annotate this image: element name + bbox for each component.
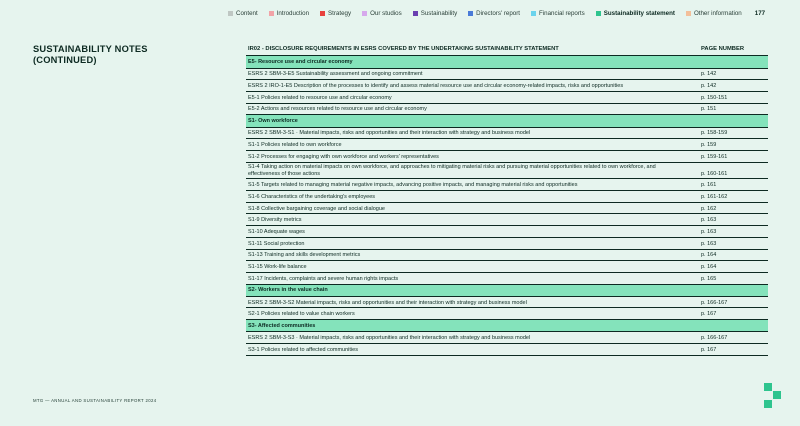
table-row xyxy=(246,273,768,285)
page-reference: p. 166-167 xyxy=(701,335,728,342)
table-row xyxy=(246,163,768,180)
disclosure-description: S1-9 Diversity metrics xyxy=(248,217,302,224)
nav-color-swatch-icon xyxy=(596,11,601,16)
mtg-logo-icon xyxy=(764,383,786,411)
section-header xyxy=(246,115,768,127)
disclosure-description: E5-1 Policies related to resource use and circular economy xyxy=(248,94,392,101)
nav-item-label: Sustainability xyxy=(420,10,458,17)
section-header xyxy=(246,56,768,68)
table-header xyxy=(246,44,768,56)
table-row xyxy=(246,92,768,104)
nav-item-label: Content xyxy=(236,10,258,17)
disclosure-description: S1-6 Characteristics of the undertaking's employees xyxy=(248,193,376,200)
page-reference: p. 162 xyxy=(701,205,717,212)
nav-item-sustainability-statement[interactable] xyxy=(596,10,675,17)
page-reference: p. 164 xyxy=(701,252,717,259)
disclosure-description: ESRS 2 SBM-3-E5 Sustainability assessment and ongoing commitment xyxy=(248,71,423,78)
page-reference: p. 160-161 xyxy=(701,170,728,177)
nav-item-content[interactable] xyxy=(228,10,258,17)
section-header xyxy=(246,285,768,297)
table-row xyxy=(246,308,768,320)
disclosure-description: S1-2 Processes for engaging with own workforce and workers' representatives xyxy=(248,153,439,160)
logo-square-top xyxy=(764,383,772,391)
nav-color-swatch-icon xyxy=(686,11,691,16)
page-title: SUSTAINABILITY NOTES (CONTINUED) xyxy=(33,44,148,65)
section-title: S3- Affected communities xyxy=(248,322,316,329)
column-header-page-number: PAGE NUMBER xyxy=(701,46,745,52)
table-row xyxy=(246,297,768,309)
disclosure-description: ESRS 2 SBM-3-S1 · Material impacts, risks and opportunities and their interaction with strategy and business model xyxy=(248,130,531,137)
table-row xyxy=(246,179,768,191)
nav-item-label: Our studios xyxy=(370,10,402,17)
table-row xyxy=(246,344,768,356)
nav-item-label: Financial reports xyxy=(539,10,585,17)
nav-color-swatch-icon xyxy=(362,11,367,16)
page-reference: p. 164 xyxy=(701,264,717,270)
nav-color-swatch-icon xyxy=(269,11,274,16)
nav-color-swatch-icon xyxy=(413,11,418,16)
nav-item-label: Introduction xyxy=(276,10,310,17)
nav-item-other-information[interactable] xyxy=(686,10,742,17)
page-reference: p. 161 xyxy=(701,182,717,189)
table-row xyxy=(246,226,768,238)
disclosure-description: S1-1 Policies related to own workforce xyxy=(248,142,342,148)
disclosure-description: S1-8 Collective bargaining coverage and social dialogue xyxy=(248,205,385,212)
table-row xyxy=(246,203,768,215)
disclosure-description: E5-2 Actions and resources related to resource use and circular economy xyxy=(248,106,427,113)
table-row xyxy=(246,139,768,151)
disclosure-table xyxy=(246,44,768,356)
table-row xyxy=(246,214,768,226)
nav-color-swatch-icon xyxy=(320,11,325,16)
nav-item-label: Sustainability statement xyxy=(603,10,675,17)
disclosure-description: S1-17 Incidents, complaints and severe human rights impacts xyxy=(248,275,399,282)
nav-item-our-studios[interactable] xyxy=(362,10,402,17)
page-reference: p. 163 xyxy=(701,240,717,247)
table-row xyxy=(246,151,768,163)
page-reference: p. 167 xyxy=(701,346,717,353)
nav-color-swatch-icon xyxy=(531,11,536,16)
nav-item-label: Strategy xyxy=(328,10,352,17)
page-reference: p. 161-162 xyxy=(701,193,728,200)
disclosure-description: S1-15 Work-life balance xyxy=(248,264,307,270)
disclosure-description: S1-11 Social protection xyxy=(248,240,305,247)
page-reference: p. 142 xyxy=(701,83,717,90)
nav-item-directors-report[interactable] xyxy=(468,10,520,17)
disclosure-description: S1-13 Training and skills development metrics xyxy=(248,252,361,259)
logo-square-bottom xyxy=(764,400,772,408)
nav-item-label: Directors' report xyxy=(476,10,520,17)
nav-color-swatch-icon xyxy=(228,11,233,16)
table-row xyxy=(246,250,768,262)
nav-color-swatch-icon xyxy=(468,11,473,16)
table-row xyxy=(246,332,768,344)
page-reference: p. 167 xyxy=(701,311,717,318)
page-reference: p. 163 xyxy=(701,217,717,224)
page-reference: p. 158-159 xyxy=(701,130,728,137)
section-title: S1- Own workforce xyxy=(248,117,298,124)
page-reference: p. 159-161 xyxy=(701,153,728,160)
nav-item-label: Other information xyxy=(693,10,742,17)
disclosure-description: ESRS 2 SBM-3-S3 · Material impacts, risks and opportunities and their interaction with strategy and business model xyxy=(248,335,531,342)
table-row xyxy=(246,69,768,81)
nav-item-sustainability[interactable] xyxy=(413,10,457,17)
footer-text: MTG — ANNUAL AND SUSTAINABILITY REPORT 2024 xyxy=(33,398,157,403)
nav-item-financial-reports[interactable] xyxy=(531,10,585,17)
top-navigation xyxy=(228,10,792,17)
table-row xyxy=(246,261,768,273)
page-reference: p. 163 xyxy=(701,228,717,235)
disclosure-description: S1-5 Targets related to managing material negative impacts, advancing positive impacts, and managing material risks and opportunities xyxy=(248,182,578,189)
page-number: 177 xyxy=(754,10,766,17)
disclosure-description: S1-10 Adequate wages xyxy=(248,228,305,235)
column-header-disclosure: IR02 - DISCLOSURE REQUIREMENTS IN ESRS COVERED BY THE UNDERTAKING SUSTAINABILITY STATEMENT xyxy=(248,46,559,52)
table-row xyxy=(246,238,768,250)
logo-square-middle xyxy=(773,391,781,399)
table-row xyxy=(246,80,768,92)
disclosure-description: ESRS 2 SBM-3-S2 Material impacts, risks and opportunities and their interaction with strategy and business model xyxy=(248,299,527,306)
table-row xyxy=(246,104,768,116)
disclosure-description: ESRS 2 IRO-1-E5 Description of the processes to identify and assess material resource use and circular economy-related impacts, risks and opportunities xyxy=(248,83,624,90)
page-reference: p. 142 xyxy=(701,71,717,78)
section-title: E5- Resource use and circular economy xyxy=(248,59,353,66)
disclosure-description: S3-1 Policies related to affected communities xyxy=(248,346,358,353)
page-reference: p. 159 xyxy=(701,142,717,148)
table-row xyxy=(246,191,768,203)
page-reference: p. 151 xyxy=(701,106,717,113)
nav-item-introduction[interactable] xyxy=(269,10,309,17)
disclosure-description: S2-1 Policies related to value chain workers xyxy=(248,311,355,318)
section-header xyxy=(246,320,768,332)
disclosure-description: S1-4 Taking action on material impacts on own workforce, and approaches to mitigating material risks and pursuing material opportunities related to own workforce, and effectiveness of those actions xyxy=(248,164,656,177)
section-title: S2- Workers in the value chain xyxy=(248,287,328,294)
nav-item-strategy[interactable] xyxy=(320,10,351,17)
page-reference: p. 165 xyxy=(701,275,717,282)
page-reference: p. 166-167 xyxy=(701,299,728,306)
page-reference: p. 150-151 xyxy=(701,94,728,101)
table-row xyxy=(246,128,768,140)
